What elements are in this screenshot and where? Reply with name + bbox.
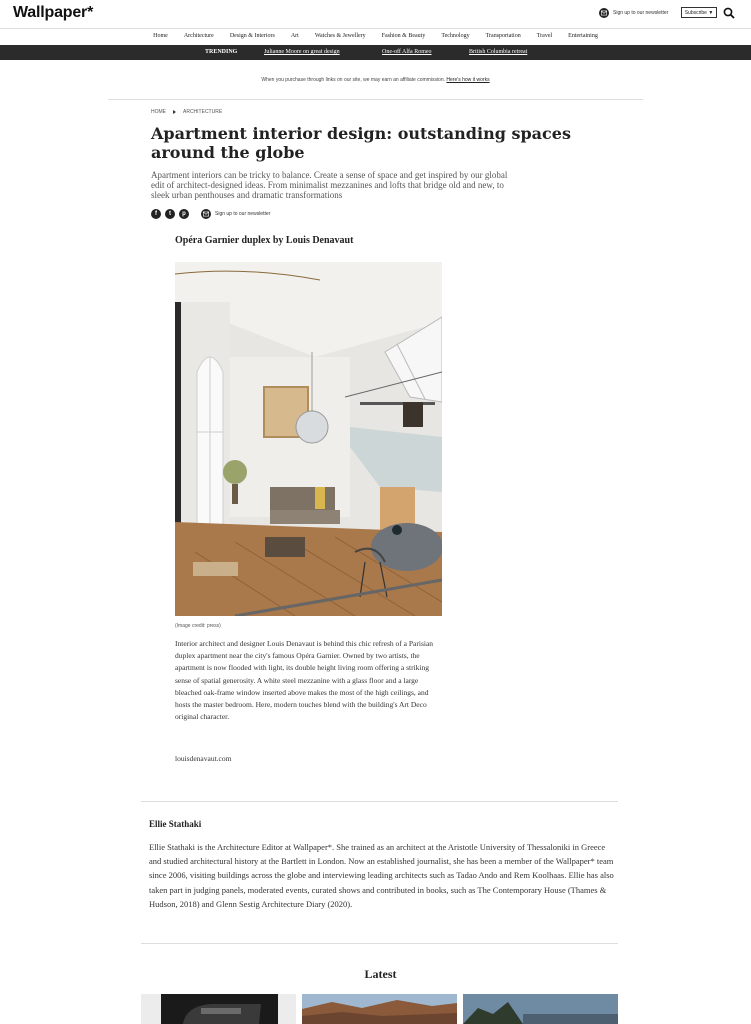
breadcrumb	[151, 109, 222, 115]
newsletter-label: Sign up to our newsletter	[215, 211, 271, 217]
breadcrumb-section[interactable]: ARCHITECTURE	[183, 109, 223, 115]
divider	[141, 943, 618, 944]
nav-item-fashion-beauty[interactable]: Fashion & Beauty	[381, 33, 426, 39]
trending-link[interactable]: British Columbia retreat	[469, 49, 528, 55]
mail-icon	[599, 8, 609, 18]
site-header	[0, 0, 751, 28]
breadcrumb-arrow-icon	[173, 110, 176, 114]
nav-item-art[interactable]: Art	[290, 33, 299, 39]
article-image	[175, 262, 442, 616]
newsletter-signup-link[interactable]	[599, 8, 668, 18]
architect-link[interactable]: louisdenavaut.com	[175, 754, 232, 763]
divider	[108, 99, 643, 100]
newsletter-label: Sign up to our newsletter	[613, 10, 669, 16]
nav-item-watches-jewellery[interactable]: Watches & Jewellery	[314, 33, 366, 39]
image-caption: (Image credit: press)	[175, 623, 221, 629]
nav-item-home[interactable]: Home	[153, 33, 168, 39]
mail-icon	[201, 209, 211, 219]
trending-bar	[0, 45, 751, 60]
latest-card[interactable]	[141, 994, 296, 1024]
nav-item-technology[interactable]: Technology	[441, 33, 470, 39]
trending-link[interactable]: One-off Alfa Romeo	[382, 49, 432, 55]
article-standfirst: Apartment interiors can be tricky to balance. Create a sense of space and get inspired by our global edit of architect-designed ideas. From minimalist mezzanines and lofts that bridge old and new, to sleek urban penthouses and dramatic transformations	[151, 170, 508, 200]
nav-item-design-interiors[interactable]: Design & Interiors	[229, 33, 275, 39]
facebook-icon[interactable]: f	[151, 209, 161, 219]
nav-item-travel[interactable]: Travel	[536, 33, 553, 39]
social-share	[151, 209, 189, 219]
affiliate-notice	[0, 77, 751, 83]
breadcrumb-home[interactable]: HOME	[151, 109, 166, 115]
latest-card[interactable]	[302, 994, 457, 1024]
author-bio: Ellie Stathaki is the Architecture Editor at Wallpaper*. She trained as an architect at the Aristotle University of Thessaloniki in Greece and studied architectural history at the Bartlett in London. Now an established journalist, she has been a member of the Wallpaper* team since 2006, visiting buildings across the globe and interviewing leading architects such as Tadao Ando and Rem Koolhaas. Ellie has also taken part in judging panels, moderated events, curated shows and contributed in books, such as The Contemporary House (Thames & Hudson, 2018) and Glenn Sestig Architecture Diary (2020).	[149, 842, 614, 909]
article-body: Interior architect and designer Louis Denavaut is behind this chic refresh of a Parisian duplex apartment near the city's famous Opéra Garnier. Owned by two artists, the apartment is now flooded with light, its double height living room offering a striking sense of spatial generosity. A white steel mezzanine with a glass floor and a large bleached oak-frame window inserted above makes the most of the high ceilings, and hosts the master bedroom. Here, modern touches blend with the building's Art Deco original character.	[175, 639, 434, 722]
twitter-icon[interactable]: t	[165, 209, 175, 219]
main-nav	[0, 28, 751, 44]
nav-item-transportation[interactable]: Transportation	[485, 33, 521, 39]
nav-item-architecture[interactable]: Architecture	[183, 33, 214, 39]
trending-label: TRENDING	[205, 49, 238, 55]
article-newsletter-link[interactable]	[201, 209, 270, 219]
section-heading: Opéra Garnier duplex by Louis Denavaut	[175, 235, 354, 246]
latest-card[interactable]	[463, 994, 618, 1024]
nav-item-entertaining[interactable]: Entertaining	[568, 33, 598, 39]
affiliate-link[interactable]: Here's how it works	[446, 77, 490, 83]
divider	[141, 801, 618, 802]
trending-link[interactable]: Julianne Moore on great design	[264, 49, 340, 55]
page-title: Apartment interior design: outstanding spaces around the globe	[151, 124, 571, 162]
site-logo[interactable]: Wallpaper*	[13, 4, 94, 21]
search-icon[interactable]	[723, 7, 735, 19]
author-name[interactable]: Ellie Stathaki	[149, 819, 202, 829]
subscribe-button[interactable]: Subscribe ▼	[681, 7, 717, 18]
affiliate-text: When you purchase through links on our site, we may earn an affiliate commission.	[261, 77, 446, 83]
pinterest-icon[interactable]: p	[179, 209, 189, 219]
latest-heading: Latest	[364, 967, 397, 981]
